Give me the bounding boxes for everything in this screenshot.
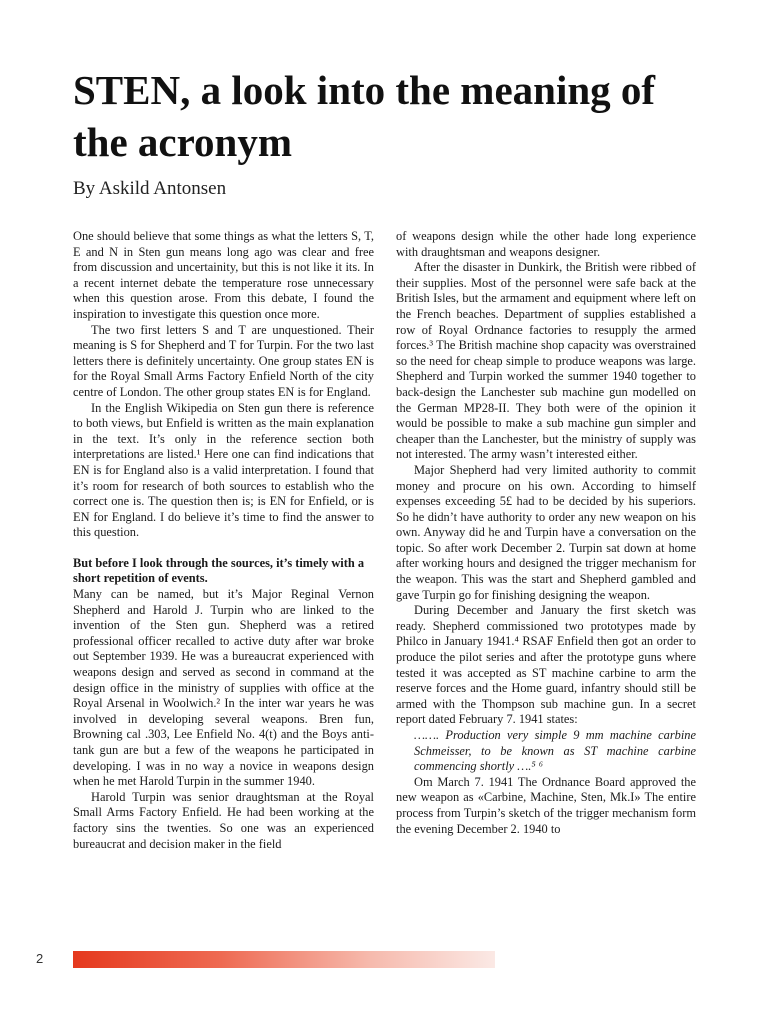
article-byline: By Askild Antonsen <box>73 178 227 199</box>
page-number: 2 <box>36 951 44 966</box>
block-quote: ……. Production very simple 9 mm machine carbine Schmeisser, to be known as ST machine carbine commencing shortly ….⁵ ⁶ <box>414 728 696 774</box>
paragraph: During December and January the first sketch was ready. Shepherd commissioned two prototypes made by Philco in January 1941.⁴ RSAF Enfield then got an order to produce the pilot series and after the prototype guns where tested it was accepted as ST machine carbine to arm the reserve forces and the Home guard, infantry should still be armed with the Thompson sub machine gun. In a secret report dated February 7. 1941 states: <box>396 603 696 727</box>
paragraph: of weapons design while the other hade long experience with draughtsman and weapons designer. <box>396 229 696 259</box>
section-subheading: But before I look through the sources, it’s timely with a short repetition of events. <box>73 555 365 586</box>
paragraph: The two first letters S and T are unquestioned. Their meaning is S for Shepherd and T for Turpin. For the two last letters there is definitely uncertainty. One group states EN is for the Royal Small Arms Factory Enfield North of the city centre of London. The other group states EN is for England. <box>73 322 374 399</box>
paragraph: Many can be named, but it’s Major Reginal Vernon Shepherd and Harold J. Turpin who are linked to the invention of the Sten gun. Shepherd was a retired professional officer recalled to active duty after war broke out September 1939. He was a bureaucrat experienced with weapons design and served as second in command at the design office in the ministry of supplies with office at the Royal Arsenal in Woolwich.² In the inter war years he was involved in developing several weapons. Bren fun, Browning cal .303, Lee Enfield No. 4(t) and the Boys anti-tank gun are but a few of the weapons he participated in developing. I was in no way a novice in weapons design when he met Harold Turpin in the summer 1940. <box>73 587 374 789</box>
paragraph: Harold Turpin was senior draughtsman at the Royal Small Arms Factory Enfield. He had been working at the factory sins the twenties. So one was an experienced bureaucrat and decision maker in the field <box>73 789 374 851</box>
paragraph: Major Shepherd had very limited authority to commit money and procure on his own. According to himself expenses exceeding 5£ had to be decided by his superiors. So he didn’t have authority to order any new weapon on his own. Anyway did he and Turpin have a conversation on the topic. So after work December 2. Turpin sat down at home after working hours and designed the trigger mechanism for the weapon. This was the start and Shepherd gambled and gave Turpin go for finishing designing the weapon. <box>396 462 696 602</box>
article-title: STEN, a look into the meaning of the acronym <box>73 67 656 165</box>
left-column <box>73 229 374 852</box>
right-column <box>396 229 696 837</box>
paragraph: Om March 7. 1941 The Ordnance Board approved the new weapon as «Carbine, Machine, Sten, Mk.I» The entire process from Turpin’s sketch of the trigger mechanism form the evening December 2. 1940 to <box>396 774 696 836</box>
paragraph: In the English Wikipedia on Sten gun there is reference to both views, but Enfield is written as the main explanation in the text. It’s only in the reference section both interpretations are listed.¹ Here one can find indications that EN is for England also is a valid interpretation. I found that it’s room for research of both sources to establish who the correct one is. The question then is; is EN for Enfield, or is EN for England. I do believe it’s time to find the answer to this question. <box>73 400 374 540</box>
paragraph: One should believe that some things as what the letters S, T, E and N in Sten gun means long ago was clear and free from discussion and uncertainity, but this is not like it its. In a recent internet debate the temperature rose unnecessary when this question arose. From this debate, I found the inspiration to investigate this question once more. <box>73 229 374 321</box>
paragraph: After the disaster in Dunkirk, the British were ribbed of their supplies. Most of the personnel were safe back at the British Isles, but the armament and equipment where left on the French beaches. Department of supplies established a row of Royal Ordnance factories to resupply the armed forces.³ The British machine shop capacity was overstrained so the need for cheap simple to produce weapons was large. Shepherd and Turpin worked the summer 1940 together to back-design the Lanchester sub machine gun modelled on the German MP28-II. They both were of the opinion it would be possible to make a sub machine gun simpler and cheaper than the Lanchester, but the ministry of supply was not interested. The army wasn’t interested either. <box>396 260 696 462</box>
footer-gradient-bar <box>73 951 495 968</box>
